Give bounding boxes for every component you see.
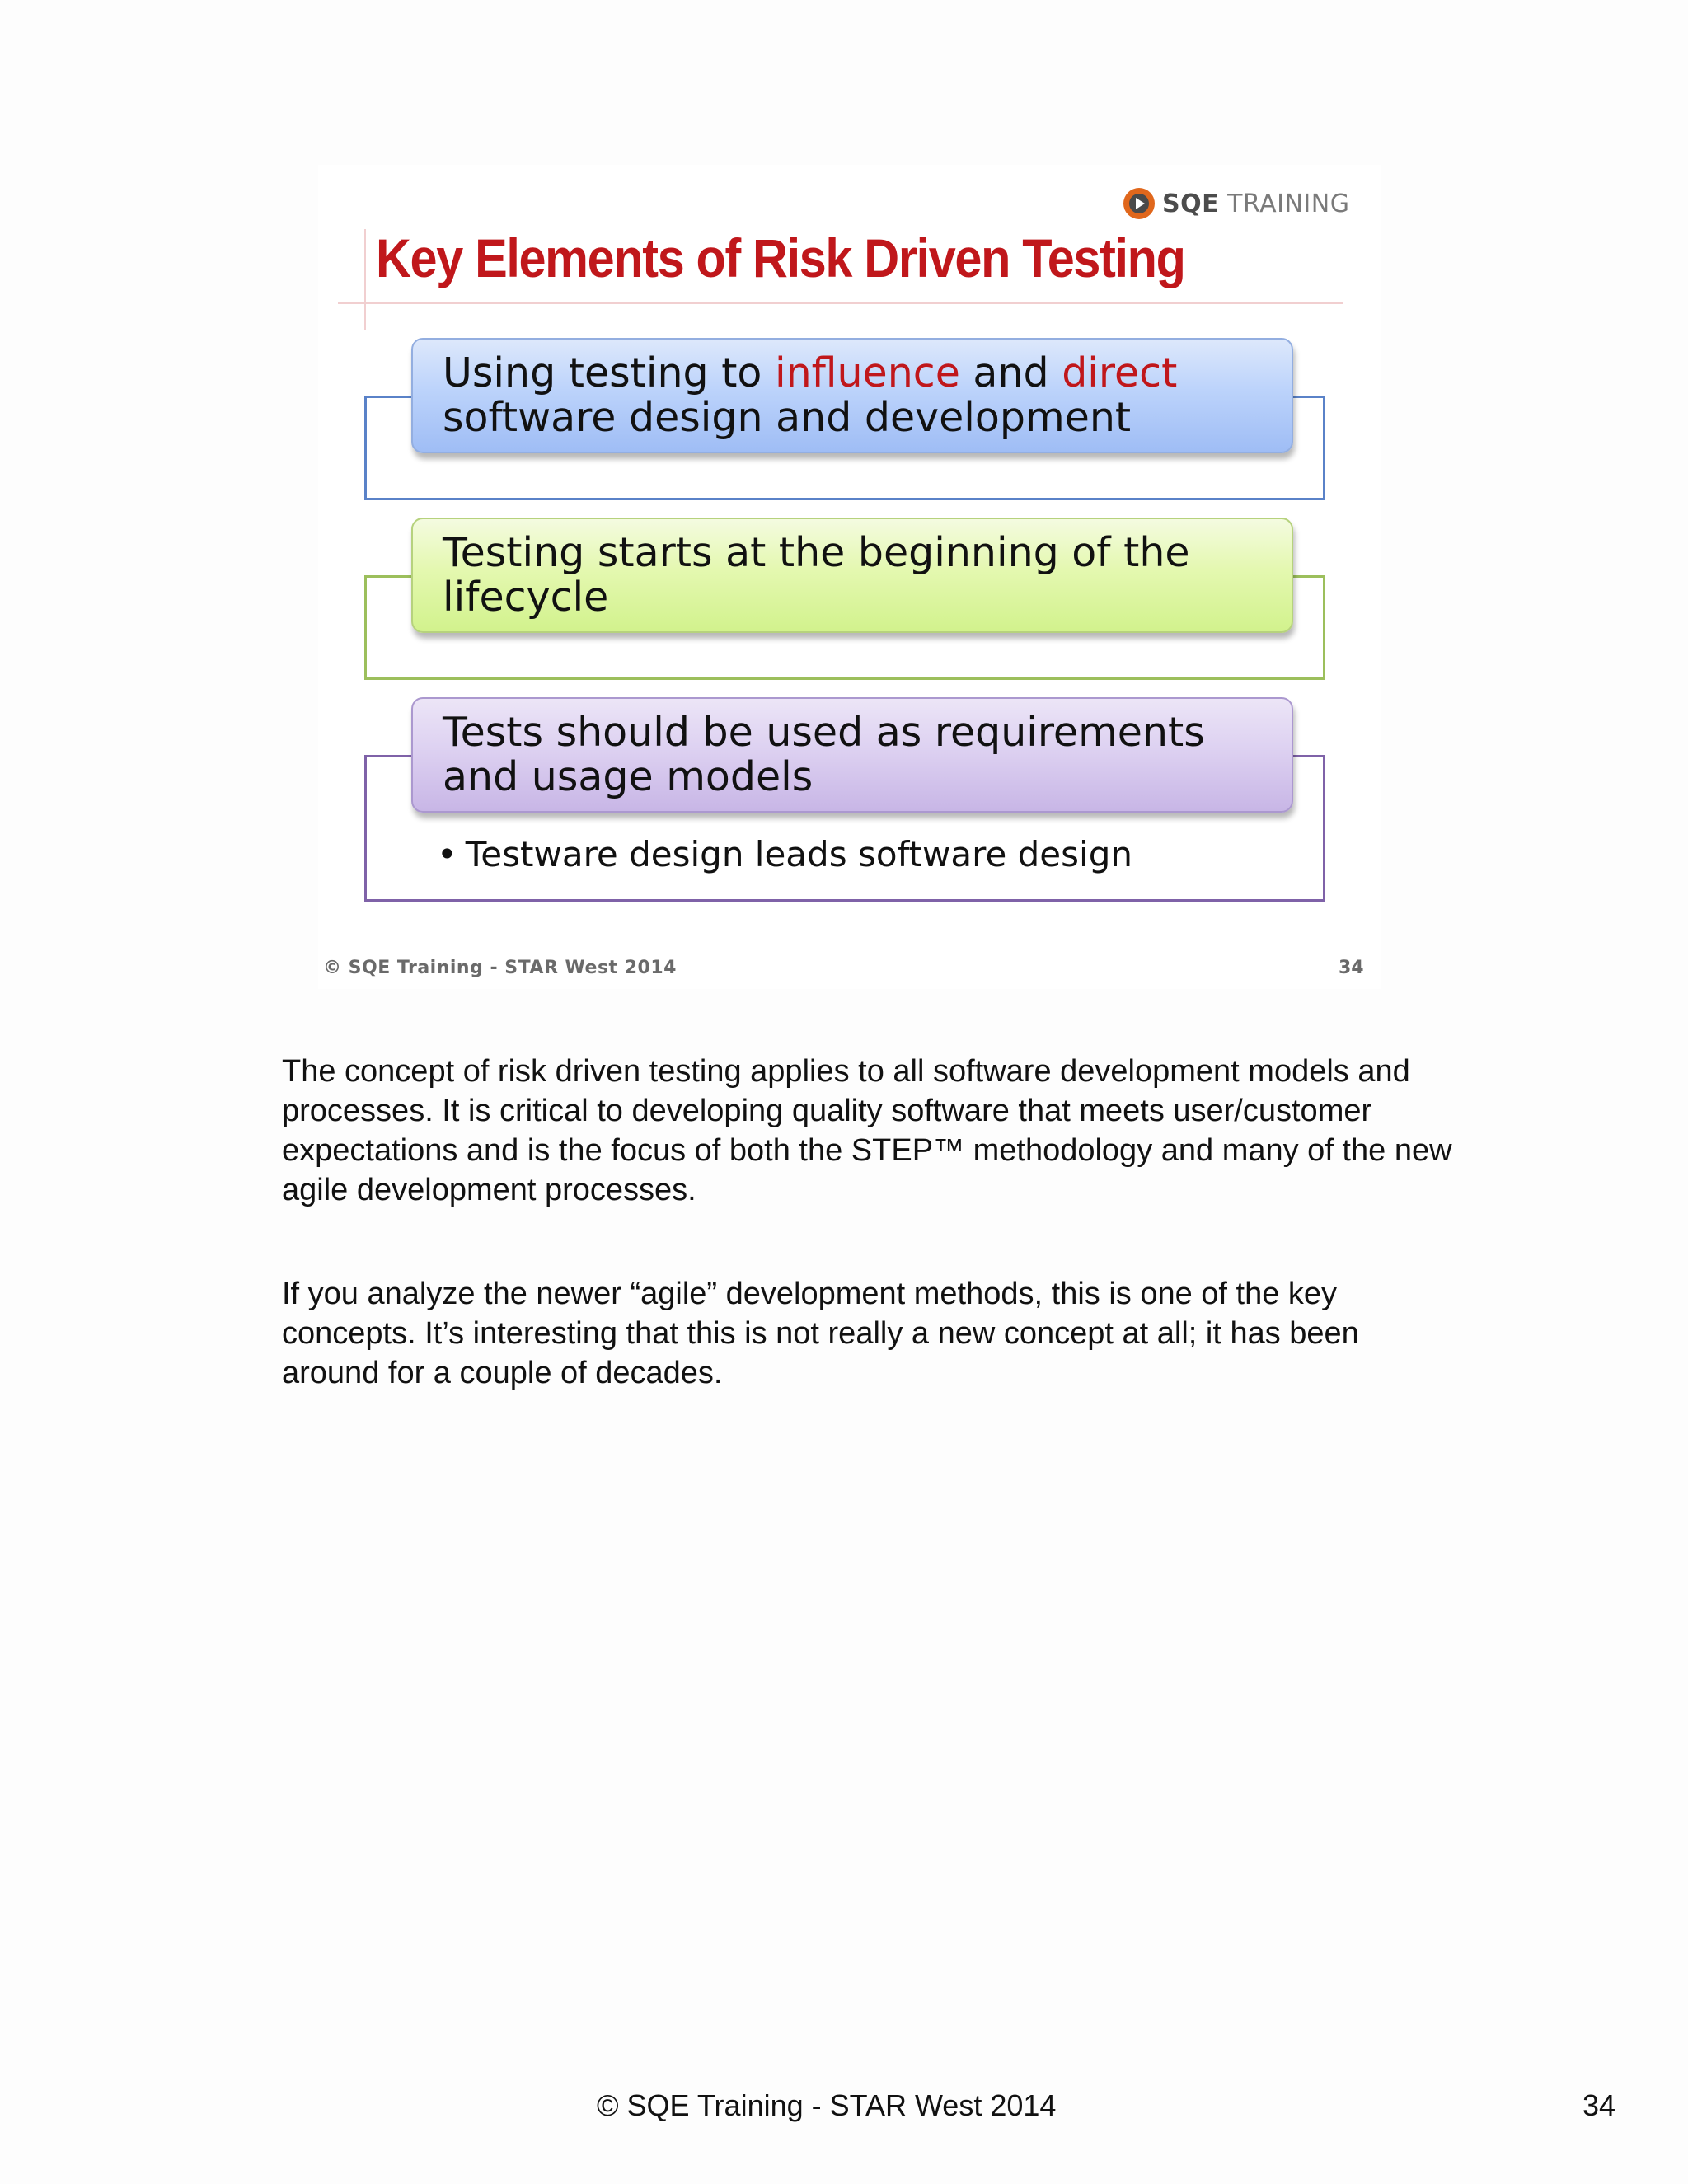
element-box-3 bbox=[411, 697, 1293, 813]
page-footer-copyright: © SQE Training - STAR West 2014 bbox=[597, 2088, 1057, 2122]
element-3-line-1: Tests should be used as requirements bbox=[443, 709, 1205, 756]
element-1-line-2: software design and development bbox=[443, 394, 1132, 441]
slide bbox=[318, 165, 1381, 989]
element-1-text: Using testing to bbox=[443, 349, 775, 396]
note-paragraph-1: The concept of risk driven testing applies to all software development models and processes. It is critical to developing quality software that meets user/customer expectations and is the focus of both the STEP™ methodology and many of the new agile development processes. bbox=[282, 1054, 1452, 1207]
slide-footer-page-number: 34 bbox=[1339, 958, 1364, 978]
element-1-highlight-influence: influence bbox=[774, 349, 960, 396]
slide-title: Key Elements of Risk Driven Testing bbox=[376, 227, 1185, 288]
element-box-1 bbox=[411, 338, 1293, 453]
page-number: 34 bbox=[1582, 2088, 1616, 2122]
element-2-line-2: lifecycle bbox=[443, 574, 609, 621]
element-3-bullet-text: Testware design leads software design bbox=[465, 834, 1132, 874]
note-paragraph-2: If you analyze the newer “agile” development methods, this is one of the key concepts. It’s interesting that this is not really a new concept at all; it has been around for a couple of decades. bbox=[282, 1277, 1359, 1390]
element-1-line-1 bbox=[443, 351, 1292, 396]
logo-text bbox=[1162, 190, 1349, 218]
element-3-bullet bbox=[437, 834, 1132, 874]
logo-brand-light: TRAINING bbox=[1227, 189, 1350, 218]
bullet-dot-icon: • bbox=[437, 834, 457, 874]
element-3-line-2: and usage models bbox=[443, 753, 814, 800]
element-2-line-1: Testing starts at the beginning of the bbox=[443, 529, 1190, 576]
slide-footer-copyright: © SQE Training - STAR West 2014 bbox=[323, 958, 677, 978]
sqe-training-logo bbox=[1123, 187, 1349, 220]
play-circle-icon bbox=[1123, 187, 1156, 220]
logo-brand-bold: SQE bbox=[1162, 189, 1220, 218]
element-box-2 bbox=[411, 518, 1293, 633]
element-1-highlight-direct: direct bbox=[1062, 349, 1178, 396]
element-1-text: and bbox=[959, 349, 1062, 396]
title-vertical-rule bbox=[364, 229, 366, 330]
title-rule bbox=[338, 302, 1343, 304]
